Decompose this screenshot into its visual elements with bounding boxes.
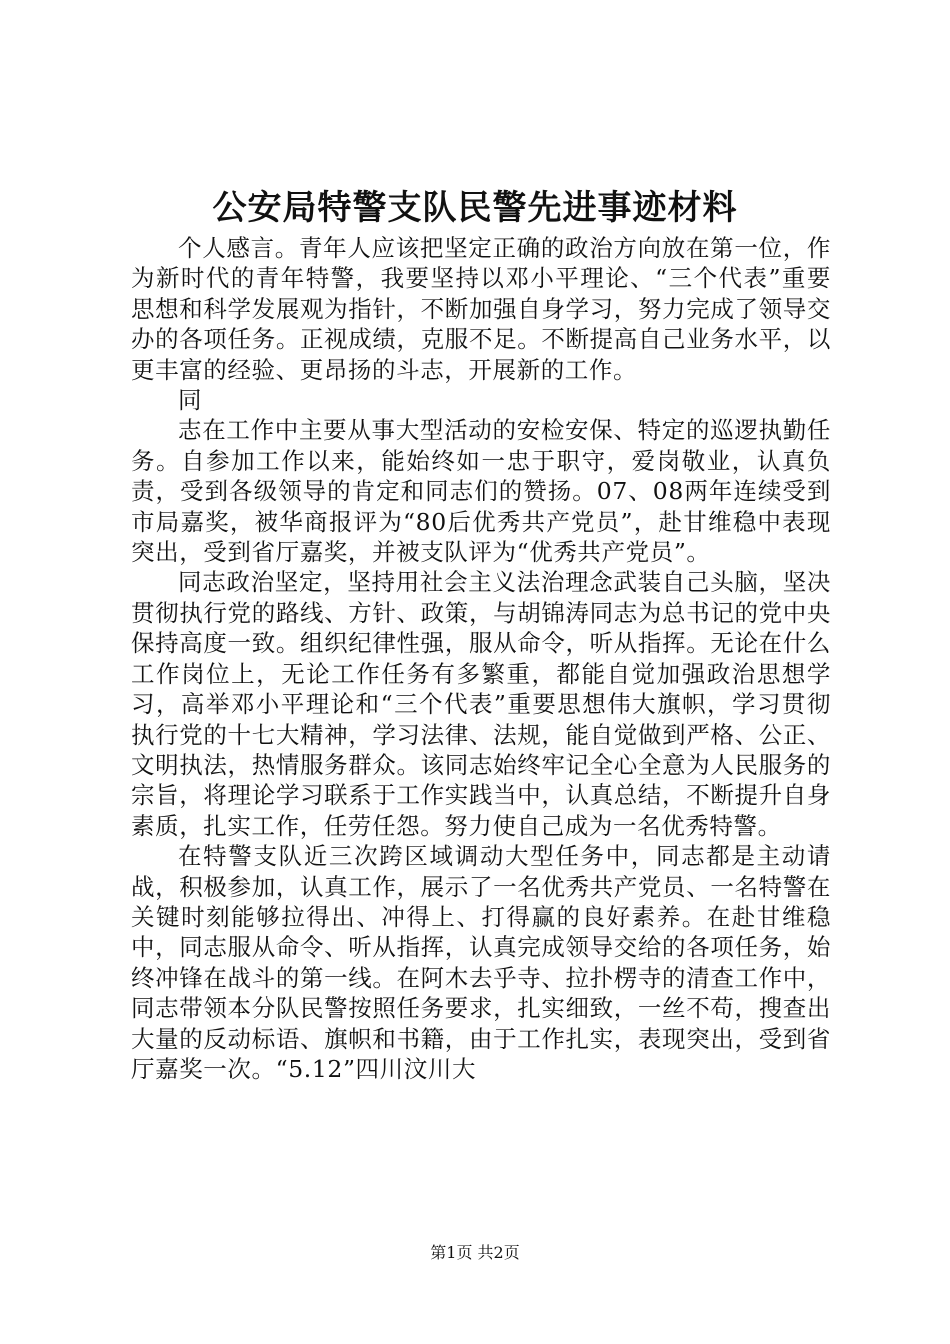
document-body <box>131 233 831 1084</box>
paragraph-missions: 在特警支队近三次跨区域调动大型任务中，同志都是主动请战，积极参加，认真工作，展示了一名优秀共产党员、一名特警在关键时刻能够拉得出、冲得上、打得赢的良好素养。在赴甘维稳中，同志服从命令、听从指挥，认真完成领导交给的各项任务，始终冲锋在战斗的第一线。在阿木去乎寺、拉扑楞寺的清查工作中，同志带领本分队民警按照任务要求，扎实细致，一丝不苟，搜查出大量的反动标语、旗帜和书籍，由于工作扎实，表现突出，受到省厅嘉奖一次。“5.12”四川汶川大 <box>131 842 831 1083</box>
document-title: 公安局特警支队民警先进事迹材料 <box>212 188 738 228</box>
page-number-footer: 第1页 共2页 <box>430 1243 520 1262</box>
paragraph-political: 同志政治坚定，坚持用社会主义法治理念武装自己头脑，坚决贯彻执行党的路线、方针、政策，与胡锦涛同志为总书记的党中央保持高度一致。组织纪律性强，服从命令，听从指挥。无论在什么工作岗位上，无论工作任务有多繁重，都能自觉加强政治思想学习，高举邓小平理论和“三个代表”重要思想伟大旗帜，学习贯彻执行党的十七大精神，学习法律、法规，能自觉做到严格、公正、文明执法，热情服务群众。该同志始终牢记全心全意为人民服务的宗旨，将理论学习联系于工作实践当中，认真总结，不断提升自身素质，扎实工作，任劳任怨。努力使自己成为一名优秀特警。 <box>131 568 831 840</box>
paragraph-duties: 志在工作中主要从事大型活动的安检安保、特定的巡逻执勤任务。自参加工作以来，能始终如一忠于职守，爱岗敬业，认真负责，受到各级领导的肯定和同志们的赞扬。07、08两年连续受到市局嘉奖，被华商报评为“80后优秀共产党员”，赴甘维稳中表现突出，受到省厅嘉奖，并被支队评为“优秀共产党员”。 <box>131 416 831 567</box>
paragraph-fragment: 同 <box>178 386 203 415</box>
paragraph-personal-statement: 个人感言。青年人应该把坚定正确的政治方向放在第一位，作为新时代的青年特警，我要坚持以邓小平理论、“三个代表”重要思想和科学发展观为指针，不断加强自身学习，努力完成了领导交办的各项任务。正视成绩，克服不足。不断提高自己业务水平，以更丰富的经验、更昂扬的斗志，开展新的工作。 <box>131 234 831 384</box>
